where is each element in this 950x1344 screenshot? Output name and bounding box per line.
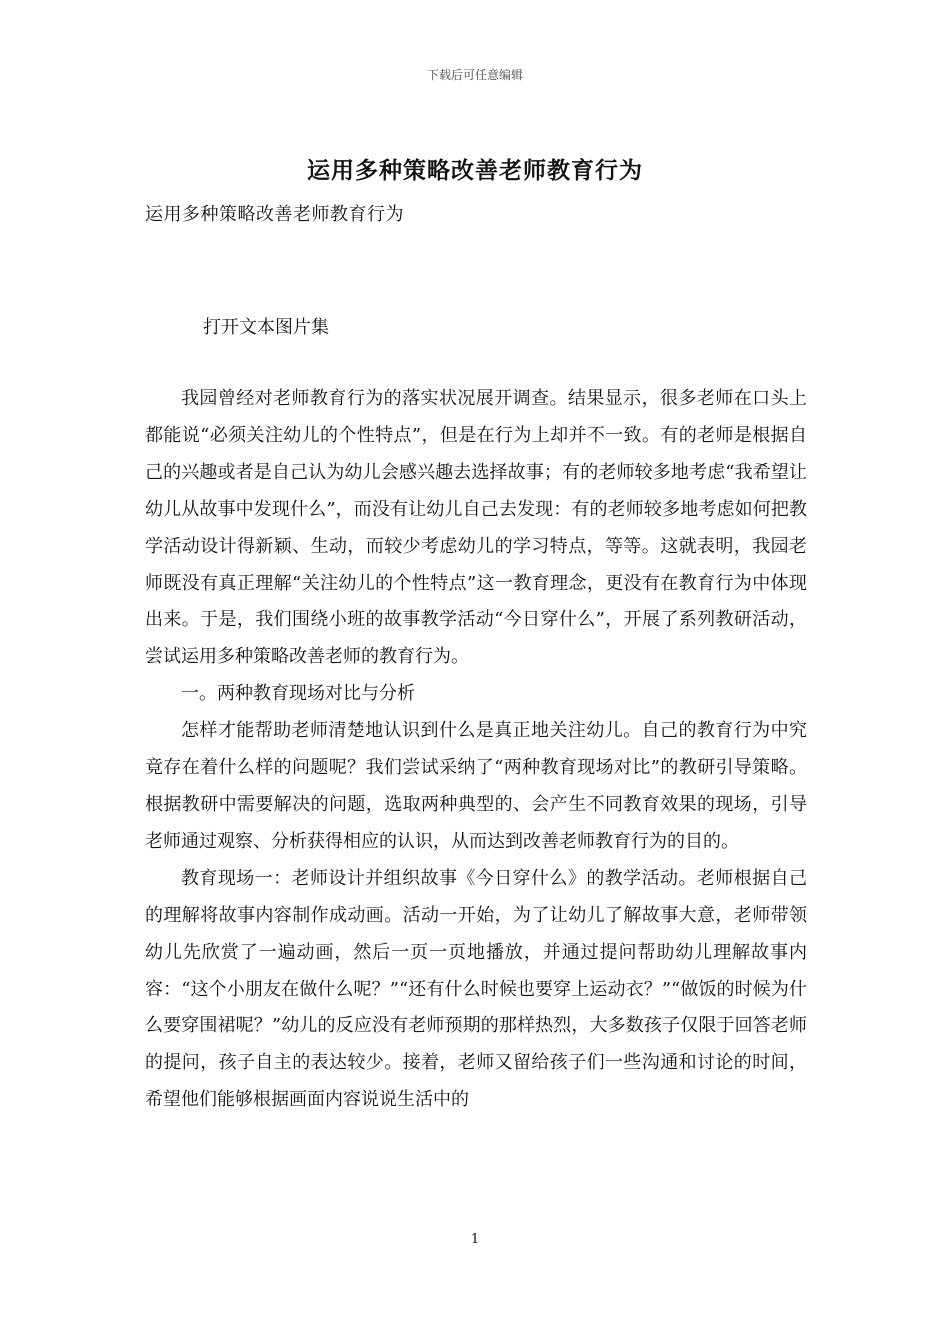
document-title: 运用多种策略改善老师教育行为 [307, 157, 643, 184]
paragraph-intro: 我园曾经对老师教育行为的落实状况展开调查。结果显示，很多老师在口头上都能说“必须关注幼儿的个性特点”，但是在行为上却并不一致。有的老师是根据自己的兴趣或者是自己认为幼儿会感兴趣去选择故事；有的老师较多地考虑“我希望让幼儿从故事中发现什么”，而没有让幼儿自己去发现：有的老师较多地考虑如何把教学活动设计得新颖、生动，而较少考虑幼儿的学习特点，等等。这就表明，我园老师既没有真正理解“关注幼儿的个性特点”这一教育理念，更没有在教育行为中体现出来。于是，我们围绕小班的故事教学活动“今日穿什么”，开展了系列教研活动，尝试运用多种策略改善老师的教育行为。 [145, 388, 807, 668]
body-text [145, 381, 807, 1119]
paragraph-strategy: 怎样才能帮助老师清楚地认识到什么是真正地关注幼儿。自己的教育行为中究竟存在着什么样的问题呢？我们尝试采纳了“两种教育现场对比”的教研引导策略。根据教研中需要解决的问题，选取两种典型的、会产生不同教育效果的现场，引导老师通过观察、分析获得相应的认识，从而达到改善老师教育行为的目的。 [145, 720, 807, 852]
section-heading: 一。两种教育现场对比与分析 [181, 683, 415, 705]
paragraph-scene-one: 教育现场一：老师设计并组织故事《今日穿什么》的教学活动。老师根据自己的理解将故事内容制作成动画。活动一开始，为了让幼儿了解故事大意，老师带领幼儿先欣赏了一遍动画，然后一页一页地播放，并通过提问帮助幼儿理解故事内容：“这个小朋友在做什么呢？”“还有什么时候也要穿上运动衣？”“做饭的时候为什么要穿围裙呢？”幼儿的反应没有老师预期的那样热烈，大多数孩子仅限于回答老师的提问，孩子自主的表达较少。接着，老师又留给孩子们一些沟通和讨论的时间，希望他们能够根据画面内容说说生活中的 [145, 867, 807, 1111]
header-note: 下载后可任意编辑 [426, 68, 523, 82]
document-subtitle: 运用多种策略改善老师教育行为 [145, 204, 404, 225]
page-number: 1 [470, 1232, 480, 1247]
image-set-link[interactable]: 打开文本图片集 [203, 317, 329, 338]
